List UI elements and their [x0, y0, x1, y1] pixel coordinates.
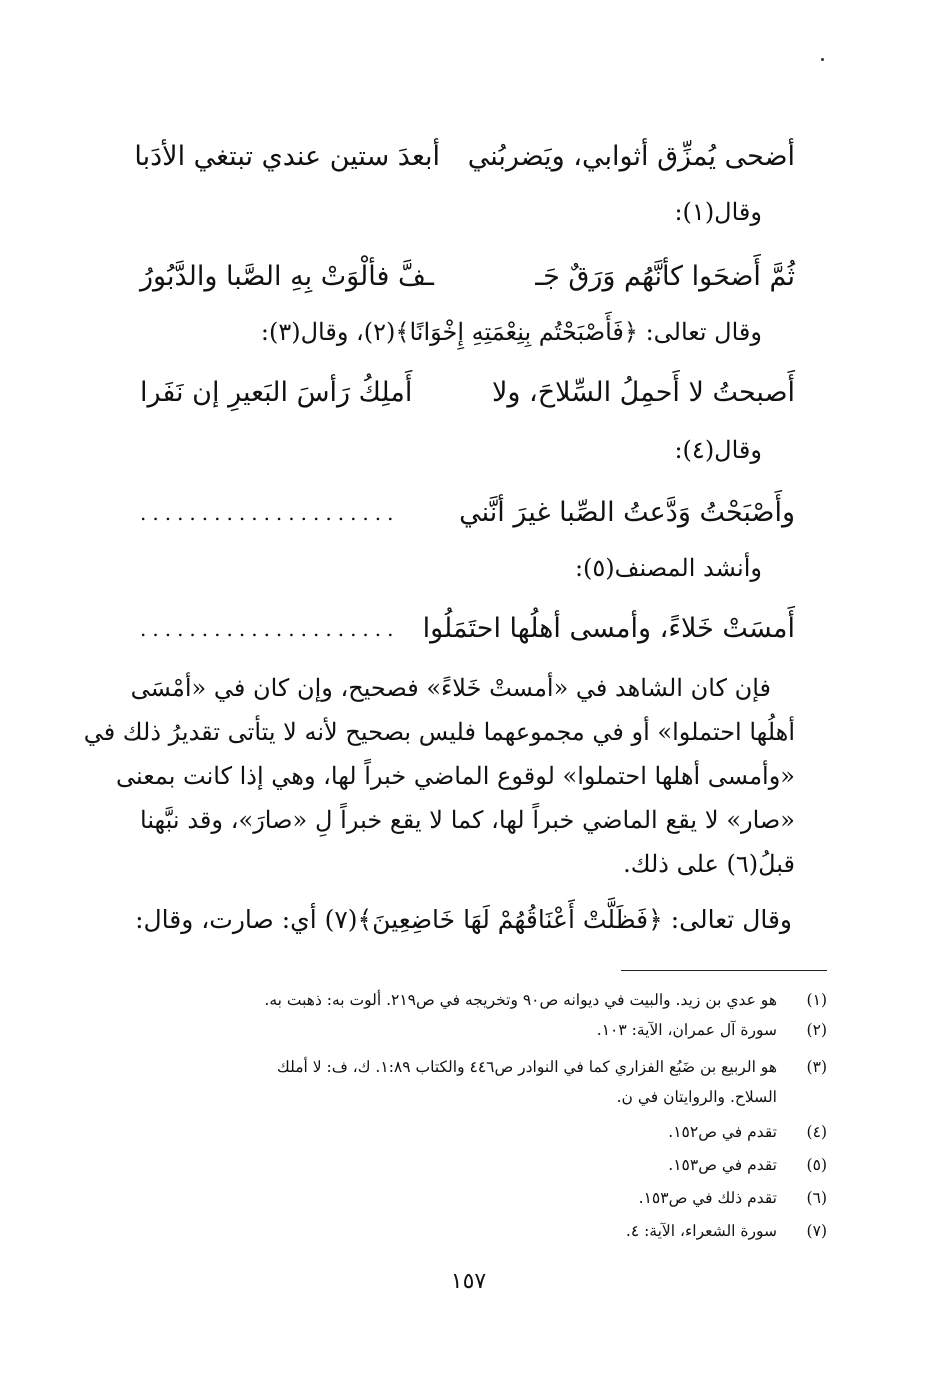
- verse-1-first-hemistich: أضحى يُمزِّق أثوابي، ويَضربُني: [467, 141, 795, 172]
- verse-4: [140, 488, 795, 538]
- paragraph-line-5: قبلُ(٦) على ذلك.: [623, 850, 795, 878]
- verse-2-first-hemistich: ثُمَّ أَضحَوا كأنَّهُم وَرَقٌ جَـ: [535, 261, 795, 292]
- footnote-1-text: هو عدي بن زيد. والبيت في ديوانه ص٩٠ وتخريجه في ص٢١٩. ألوت به: ذهبت به.: [264, 991, 777, 1009]
- footnote-3-number: (٣): [806, 1058, 827, 1076]
- paragraph-line-3: «وأمسى أهلها احتملوا» لوقوع الماضي خبراً لها، وهي إذا كانت بمعنى: [116, 762, 795, 790]
- footnote-2-number: (٢): [806, 1021, 827, 1039]
- footnote-2-text: سورة آل عمران، الآية: ١٠٣.: [596, 1021, 777, 1039]
- intro-line-1: وقال(١):: [674, 198, 762, 226]
- paragraph-line-4: «صار» لا يقع الماضي خبراً لها، كما لا يقع خبراً لِ «صارَ»، وقد نبَّهنا: [140, 806, 795, 834]
- verse-3-second-hemistich: أَملِكُ رَأسَ البَعيرِ إن نَفَرا: [140, 377, 413, 408]
- footnote-6-number: (٦): [806, 1189, 827, 1207]
- footnote-1-number: (١): [806, 991, 827, 1009]
- intro-line-4: وأنشد المصنف(٥):: [574, 554, 762, 582]
- verse-1-second-hemistich: أبعدَ ستين عندي تبتغي الأدَبا: [134, 141, 440, 172]
- footnote-4-number: (٤): [806, 1123, 827, 1141]
- footnote-2: [137, 1015, 827, 1045]
- footnote-4: [137, 1117, 827, 1147]
- closing-line: وقال تعالى: ﴿فَظَلَّتْ أَعْنَاقُهُمْ لَهَا خَاضِعِينَ﴾(٧) أي: صارت، وقال:: [135, 905, 792, 934]
- verse-4-ellipsis: .....................: [140, 501, 400, 525]
- verse-5: [140, 604, 795, 654]
- footnote-6: [137, 1183, 827, 1213]
- footnote-7-text: سورة الشعراء، الآية: ٤.: [625, 1222, 777, 1240]
- footnote-5-number: (٥): [806, 1156, 827, 1174]
- footnote-5-text: تقدم في ص١٥٣.: [668, 1156, 777, 1174]
- footnote-3-continued-text: السلاح. والروايتان في ن.: [616, 1088, 777, 1106]
- footnote-6-text: تقدم ذلك في ص١٥٣.: [638, 1189, 777, 1207]
- verse-1: [134, 132, 795, 182]
- verse-3-first-hemistich: أَصبحتُ لا أَحمِلُ السِّلاحَ، ولا: [492, 377, 795, 408]
- footnote-7-number: (٧): [806, 1222, 827, 1240]
- intro-line-2: وقال تعالى: ﴿فَأَصْبَحْتُم بِنِعْمَتِهِ إِخْوَانًا﴾(٢)، وقال(٣):: [260, 318, 762, 346]
- verse-3: [140, 368, 795, 418]
- footnote-4-text: تقدم في ص١٥٢.: [668, 1123, 777, 1141]
- footnote-7: [137, 1216, 827, 1246]
- footnote-3: [137, 1052, 827, 1082]
- verse-2-second-hemistich: ـفَّ فألْوَتْ بِهِ الصَّبا والدَّبُورُ: [140, 261, 434, 292]
- verse-2: [140, 252, 795, 302]
- verse-4-first-hemistich: وأَصْبَحْتُ وَدَّعتُ الصِّبا غيرَ أنَّني: [459, 497, 795, 528]
- verse-5-first-hemistich: أَمسَتْ خَلاءً، وأمسى أهلُها احتَمَلُوا: [422, 613, 795, 644]
- footnote-3-continued: [137, 1082, 827, 1112]
- footnote-3-text: هو الربيع بن ضَبُع الفزاري كما في النوادر ص٤٤٦ والكتاب ١:٨٩. ك، ف: لا أملك: [277, 1058, 777, 1076]
- paragraph-line-2: أهلُها احتملوا» أو في مجموعهما فليس بصحيح لأنه لا يتأتى تقديرُ ذلك في: [83, 718, 795, 746]
- footnote-1: [137, 985, 827, 1015]
- footnote-separator: [621, 970, 827, 971]
- corner-mark: [821, 58, 824, 61]
- intro-line-3: وقال(٤):: [674, 436, 762, 464]
- page-number: ١٥٧: [450, 1269, 487, 1294]
- verse-5-ellipsis: .....................: [140, 617, 400, 641]
- footnote-5: [137, 1150, 827, 1180]
- paragraph-line-1: فإن كان الشاهد في «أمستْ خَلاءً» فصحيح، وإن كان في «أمْسَى: [130, 674, 771, 702]
- commentary-paragraph: [83, 666, 795, 886]
